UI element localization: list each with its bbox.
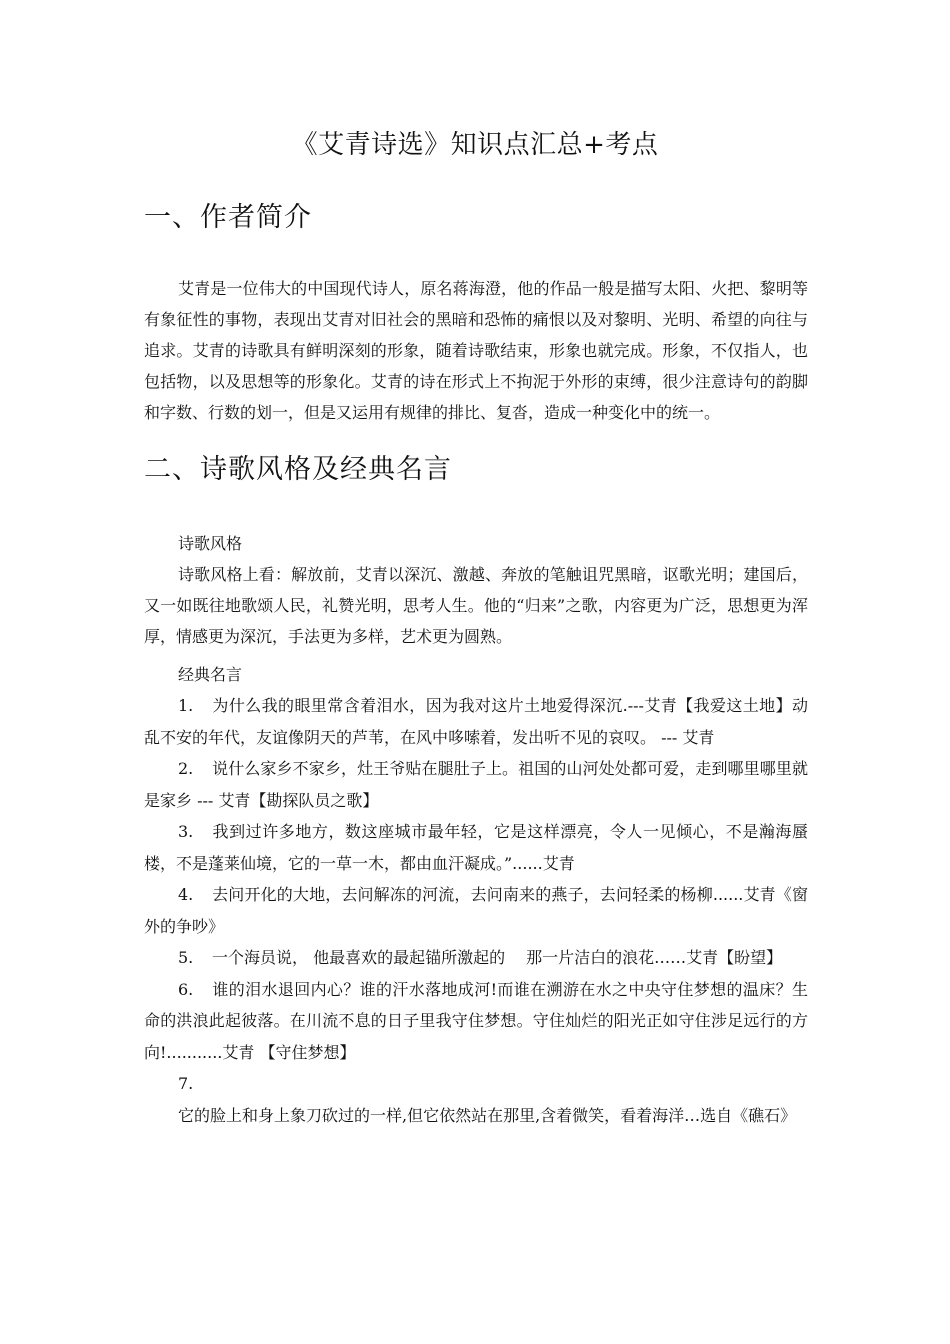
quote-item [144, 879, 808, 942]
classic-quotes-label: 经典名言 [178, 665, 243, 684]
section-heading-style-quotes: 二、诗歌风格及经典名言 [144, 454, 452, 485]
poetry-style-label: 诗歌风格 [178, 534, 243, 553]
quote-number: 4. [178, 885, 194, 904]
quote-text: 它的脸上和身上象刀砍过的一样,但它依然站在那里,含着微笑，看着海洋…选自《礁石》 [178, 1105, 797, 1125]
section-heading-author: 一、作者简介 [144, 202, 312, 233]
quote-item [144, 974, 808, 1069]
quote-text: 谁的泪水退回内心？谁的汗水落地成河!而谁在溯游在水之中央守住梦想的温床？生命的洪浪此起彼落。在川流不息的日子里我守住梦想。守住灿烂的阳光正如守住涉足远行的方向!...........艾青 【守住梦想】 [144, 979, 808, 1062]
quote-number: 5. [178, 948, 194, 967]
quote-number: 2. [178, 759, 194, 778]
quote-number: 3. [178, 822, 194, 841]
quote-item [144, 690, 808, 753]
quote-item [144, 816, 808, 879]
quote-text: 为什么我的眼里常含着泪水，因为我对这片土地爱得深沉.---艾青【我爱这土地】动乱不安的年代，友谊像阴天的芦苇，在风中哆嗦着，发出听不见的哀叹。 --- 艾青 [144, 696, 808, 747]
quote-item [144, 1068, 808, 1131]
quote-number: 1. [178, 696, 194, 715]
quote-text: 去问开化的大地，去问解冻的河流，去问南来的燕子，去问轻柔的杨柳......艾青《窗外的争吵》 [144, 885, 808, 936]
quote-text: 一个海员说， 他最喜欢的最起锚所激起的 那一片洁白的浪花……艾青【盼望】 [212, 948, 783, 967]
poetry-style-paragraph: 诗歌风格上看：解放前，艾青以深沉、激越、奔放的笔触诅咒黑暗，讴歌光明；建国后，又一如既往地歌颂人民，礼赞光明，思考人生。他的“归来”之歌，内容更为广泛，思想更为浑厚，情感更为深沉，手法更为多样，艺术更为圆熟。 [144, 565, 808, 646]
quote-item [144, 942, 808, 974]
document-title: 《艾青诗选》知识点汇总+考点 [291, 130, 659, 160]
quote-number: 6. [178, 979, 194, 999]
quote-item [144, 753, 808, 816]
quote-number: 7. [178, 1074, 194, 1093]
author-intro-paragraph: 艾青是一位伟大的中国现代诗人，原名蒋海澄，他的作品一般是描写太阳、火把、黎明等有象征性的事物，表现出艾青对旧社会的黑暗和恐怖的痛恨以及对黎明、光明、希望的向往与追求。艾青的诗歌具有鲜明深刻的形象，随着诗歌结束，形象也就完成。形象，不仅指人，也包括物，以及思想等的形象化。艾青的诗在形式上不拘泥于外形的束缚，很少注意诗句的韵脚和字数、行数的划一，但是又运用有规律的排比、复沓，造成一种变化中的统一。 [144, 279, 808, 422]
quote-text: 说什么家乡不家乡，灶王爷贴在腿肚子上。祖国的山河处处都可爱，走到哪里哪里就是家乡 --- 艾青【勘探队员之歌】 [144, 759, 808, 810]
quotes-list [144, 690, 808, 1131]
quote-text: 我到过许多地方，数这座城市最年轻，它是这样漂亮，令人一见倾心，不是瀚海蜃楼，不是蓬莱仙境，它的一草一木，都由血汗凝成。”......艾青 [144, 822, 808, 873]
